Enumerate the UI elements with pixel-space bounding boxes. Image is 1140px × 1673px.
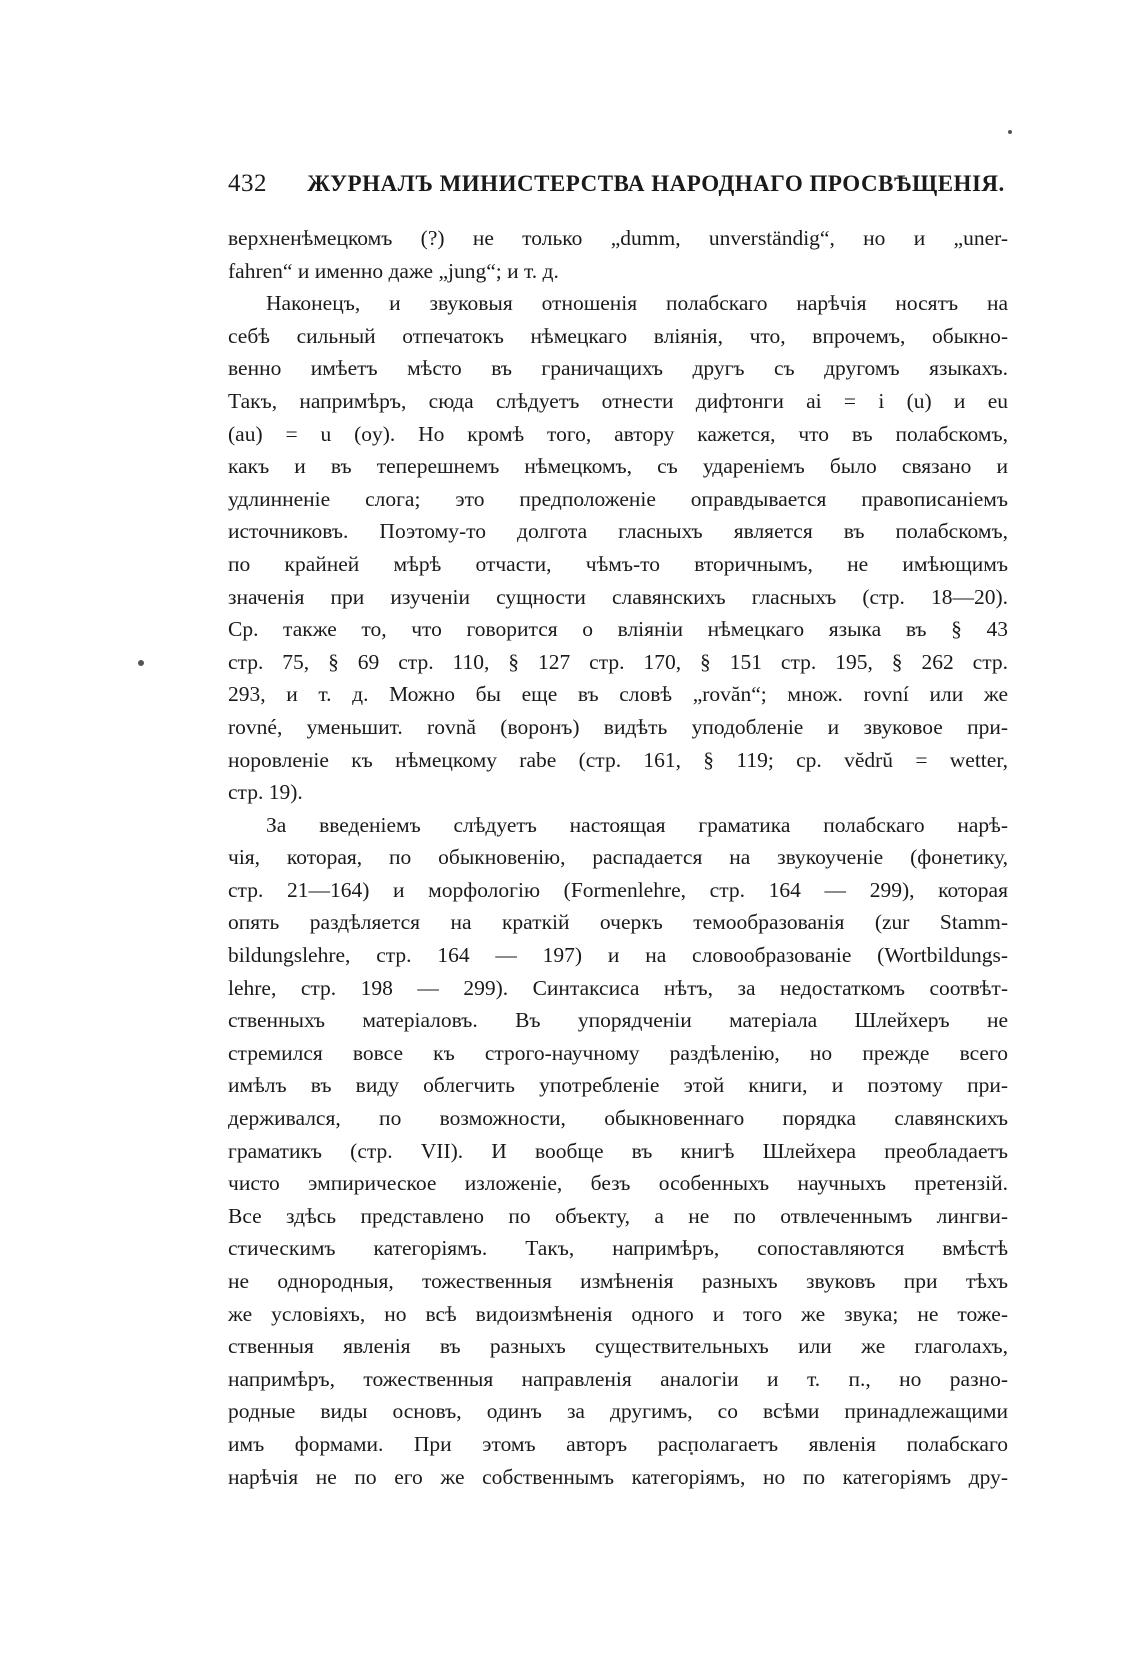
- text-line: rovné, уменьшит. rovnă (воронъ) видѣть уподобленіе и звуковое при-: [228, 714, 1008, 739]
- text-line: имъ формами. При этомъ авторъ располагаетъ явленія полабскаго: [228, 1431, 1008, 1456]
- text-line: Наконецъ, и звуковыя отношенія полабскаго нарѣчія носятъ на: [266, 291, 1008, 316]
- text-line: bildungslehre, стр. 164 — 197) и на словообразованіе (Wortbildungs-: [228, 943, 1008, 968]
- text-line: Ср. также то, что говорится о вліяніи нѣмецкаго языка въ § 43: [228, 617, 1008, 642]
- text-line: lehre, стр. 198 — 299). Синтаксиса нѣтъ, за недостаткомъ соотвѣт-: [228, 975, 1008, 1000]
- text-line: же условіяхъ, но всѣ видоизмѣненія одного и того же звука; не тоже-: [228, 1301, 1008, 1326]
- text-line: Такъ, напримѣръ, сюда слѣдуетъ отнести дифтонги ai = i (u) и eu: [228, 388, 1008, 413]
- text-line: значенія при изученіи сущности славянскихъ гласныхъ (стр. 18—20).: [228, 584, 1008, 609]
- text-line: себѣ сильный отпечатокъ нѣмецкаго вліянія, что, впрочемъ, обыкно-: [228, 323, 1008, 348]
- text-line: стическимъ категоріямъ. Такъ, напримѣръ, сопоставляются вмѣстѣ: [228, 1236, 1008, 1261]
- text-line: Все здѣсь представлено по объекту, а не по отвлеченнымъ лингви-: [228, 1203, 1008, 1228]
- text-line: напримѣръ, тожественныя направленія аналогіи и т. п., но разно-: [228, 1366, 1008, 1391]
- text-line: источниковъ. Поэтому-то долгота гласныхъ является въ полабскомъ,: [228, 519, 1008, 544]
- text-line: норовленіе къ нѣмецкому rabe (стр. 161, § 119; ср. vĕdrŭ = wetter,: [228, 747, 1008, 772]
- text-line: стр. 21—164) и морфологію (Formenlehre, стр. 164 — 299), которая: [228, 877, 1008, 902]
- text-line: верхненѣмецкомъ (?) не только „dumm, unverständig“, но и „uner-: [228, 226, 1008, 250]
- text-line: опять раздѣляется на краткій очеркъ темообразованія (zur Stamm-: [228, 910, 1008, 935]
- text-line: За введеніемъ слѣдуетъ настоящая граматика полабскаго нарѣ-: [266, 812, 1008, 837]
- text-line: стр. 19).: [228, 780, 303, 805]
- text-line: ственныхъ матеріаловъ. Въ упорядченіи матеріала Шлейхеръ не: [228, 1008, 1008, 1033]
- text-line: по крайней мѣрѣ отчасти, чѣмъ-то вторичнымъ, не имѣющимъ: [228, 551, 1008, 576]
- running-header: [228, 170, 1028, 198]
- text-line: стремился вовсе къ строго-научному раздѣленію, но прежде всего: [228, 1040, 1008, 1065]
- text-line: ственныя явленія въ разныхъ существительныхъ или же глаголахъ,: [228, 1334, 1008, 1359]
- text-line: какъ и въ теперешнемъ нѣмецкомъ, съ удареніемъ было связано и: [228, 454, 1008, 479]
- text-line: стр. 75, § 69 стр. 110, § 127 стр. 170, § 151 стр. 195, § 262 стр.: [228, 649, 1008, 674]
- paper-speck: [1008, 130, 1012, 134]
- text-line: 293, и т. д. Можно бы еще въ словѣ „rovăn“; множ. rovní или же: [228, 682, 1008, 707]
- text-line: чія, которая, по обыкновенію, распадается на звукоученіе (фонетику,: [228, 845, 1008, 870]
- text-line: fahren“ и именно даже „jung“; и т. д.: [228, 258, 559, 283]
- text-line: не однородныя, тожественныя измѣненія разныхъ звуковъ при тѣхъ: [228, 1269, 1008, 1293]
- running-title: ЖУРНАЛЪ МИНИСТЕРСТВА НАРОДНАГО ПРОСВѢЩЕНІЯ.: [307, 171, 1005, 196]
- text-line: нарѣчія не по его же собственнымъ категоріямъ, но по категоріямъ дру-: [228, 1464, 1008, 1489]
- text-line: венно имѣетъ мѣсто въ граничащихъ другъ съ другомъ языкахъ.: [228, 356, 1008, 381]
- body-text: [228, 222, 1008, 1493]
- text-line: граматикъ (стр. VII). И вообще въ книгѣ Шлейхера преобладаетъ: [228, 1138, 1008, 1163]
- text-line: имѣлъ въ виду облегчить употребленіе этой книги, и поэтому при-: [228, 1073, 1008, 1098]
- text-line: чисто эмпирическое изложеніе, безъ особенныхъ научныхъ претензій.: [228, 1171, 1008, 1196]
- text-line: (au) = u (oy). Но кромѣ того, автору кажется, что въ полабскомъ,: [228, 421, 1008, 446]
- page-number: 432: [228, 170, 267, 197]
- paper-speck: [138, 660, 144, 666]
- text-line: держивался, по возможности, обыкновеннаго порядка славянскихъ: [228, 1106, 1008, 1131]
- text-line: удлинненіе слога; это предположеніе оправдывается правописаніемъ: [228, 486, 1008, 511]
- text-line: родные виды основъ, одинъ за другимъ, со всѣми принадлежащими: [228, 1399, 1008, 1424]
